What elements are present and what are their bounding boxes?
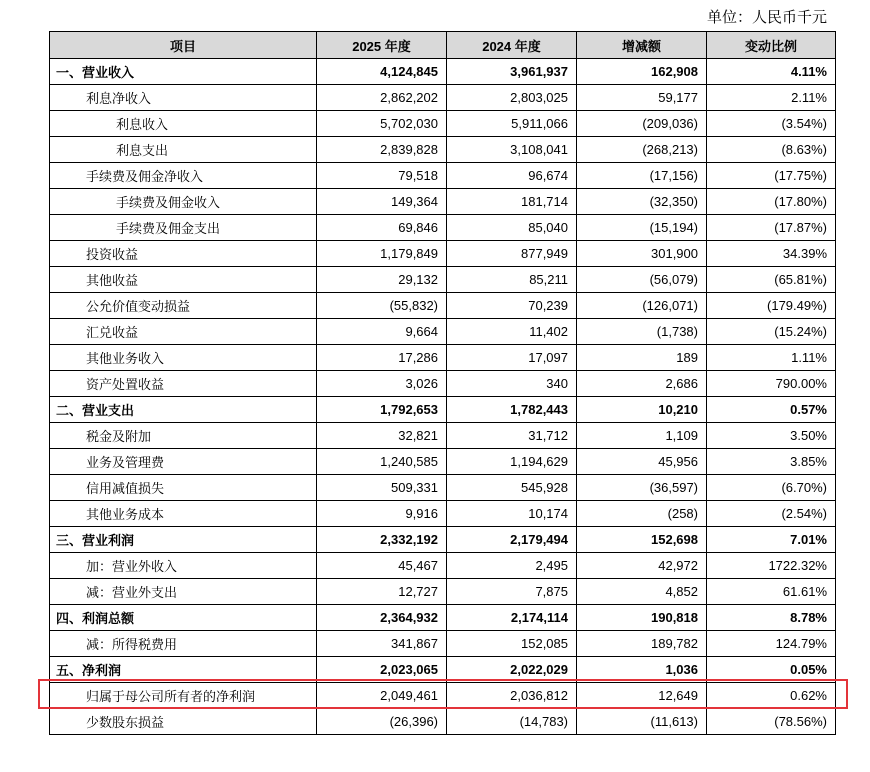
value-2024: 10,174 [447, 501, 577, 527]
change-amount: (17,156) [577, 163, 707, 189]
value-2025: 79,518 [317, 163, 447, 189]
value-2024: 2,022,029 [447, 657, 577, 683]
value-2024: 1,194,629 [447, 449, 577, 475]
value-2025: 2,023,065 [317, 657, 447, 683]
change-amount: 162,908 [577, 59, 707, 85]
value-2024: 31,712 [447, 423, 577, 449]
value-2025: 32,821 [317, 423, 447, 449]
value-2025: 1,179,849 [317, 241, 447, 267]
change-ratio: (6.70%) [707, 475, 836, 501]
table-row [50, 423, 836, 449]
row-label: 少数股东损益 [50, 709, 317, 735]
value-2025: 9,916 [317, 501, 447, 527]
value-2024: 85,211 [447, 267, 577, 293]
value-2024: 2,179,494 [447, 527, 577, 553]
change-ratio: 1722.32% [707, 553, 836, 579]
change-amount: 12,649 [577, 683, 707, 709]
change-amount: (1,738) [577, 319, 707, 345]
value-2025: 2,332,192 [317, 527, 447, 553]
table-row [50, 371, 836, 397]
table-row [50, 709, 836, 735]
change-amount: (209,036) [577, 111, 707, 137]
value-2025: 2,862,202 [317, 85, 447, 111]
value-2025: 509,331 [317, 475, 447, 501]
value-2025: 9,664 [317, 319, 447, 345]
header-2025: 2025 年度 [317, 32, 447, 59]
value-2025: 2,364,932 [317, 605, 447, 631]
row-label: 手续费及佣金净收入 [50, 163, 317, 189]
row-label: 公允价值变动损益 [50, 293, 317, 319]
table-row [50, 59, 836, 85]
change-amount: 301,900 [577, 241, 707, 267]
change-amount: 2,686 [577, 371, 707, 397]
change-ratio: (17.80%) [707, 189, 836, 215]
change-amount: 59,177 [577, 85, 707, 111]
header-item: 项目 [50, 32, 317, 59]
table-row [50, 319, 836, 345]
row-label: 加：营业外收入 [50, 553, 317, 579]
header-ratio: 变动比例 [707, 32, 836, 59]
table-row [50, 345, 836, 371]
row-label: 资产处置收益 [50, 371, 317, 397]
value-2025: 4,124,845 [317, 59, 447, 85]
change-amount: 152,698 [577, 527, 707, 553]
change-ratio: 3.85% [707, 449, 836, 475]
income-statement-table [49, 31, 836, 735]
change-ratio: 1.11% [707, 345, 836, 371]
row-label: 二、营业支出 [50, 397, 317, 423]
table-row [50, 501, 836, 527]
table-row [50, 85, 836, 111]
table-row [50, 631, 836, 657]
change-amount: 1,036 [577, 657, 707, 683]
change-ratio: 8.78% [707, 605, 836, 631]
change-ratio: (15.24%) [707, 319, 836, 345]
table-row [50, 163, 836, 189]
row-label: 投资收益 [50, 241, 317, 267]
row-label: 手续费及佣金收入 [50, 189, 317, 215]
change-ratio: 0.57% [707, 397, 836, 423]
value-2024: 1,782,443 [447, 397, 577, 423]
change-ratio: (17.87%) [707, 215, 836, 241]
value-2025: 2,839,828 [317, 137, 447, 163]
row-label: 四、利润总额 [50, 605, 317, 631]
change-amount: 190,818 [577, 605, 707, 631]
row-label: 税金及附加 [50, 423, 317, 449]
change-amount: 42,972 [577, 553, 707, 579]
change-amount: 189 [577, 345, 707, 371]
row-label: 减：营业外支出 [50, 579, 317, 605]
unit-label: 单位：人民币千元 [706, 8, 827, 26]
value-2024: 7,875 [447, 579, 577, 605]
change-amount: (258) [577, 501, 707, 527]
change-ratio: 0.05% [707, 657, 836, 683]
row-label: 利息收入 [50, 111, 317, 137]
row-label: 手续费及佣金支出 [50, 215, 317, 241]
change-ratio: 61.61% [707, 579, 836, 605]
change-ratio: (78.56%) [707, 709, 836, 735]
value-2025: 12,727 [317, 579, 447, 605]
value-2024: 181,714 [447, 189, 577, 215]
change-amount: 4,852 [577, 579, 707, 605]
table-row [50, 111, 836, 137]
change-amount: 189,782 [577, 631, 707, 657]
value-2025: 29,132 [317, 267, 447, 293]
value-2025: 5,702,030 [317, 111, 447, 137]
change-ratio: 790.00% [707, 371, 836, 397]
change-amount: (32,350) [577, 189, 707, 215]
change-ratio: 3.50% [707, 423, 836, 449]
row-label: 其他业务成本 [50, 501, 317, 527]
row-label: 其他业务收入 [50, 345, 317, 371]
change-amount: 10,210 [577, 397, 707, 423]
change-ratio: (17.75%) [707, 163, 836, 189]
value-2025: 2,049,461 [317, 683, 447, 709]
change-ratio: (179.49%) [707, 293, 836, 319]
value-2024: 2,036,812 [447, 683, 577, 709]
change-ratio: 7.01% [707, 527, 836, 553]
value-2025: 69,846 [317, 215, 447, 241]
value-2024: 5,911,066 [447, 111, 577, 137]
table-row [50, 553, 836, 579]
row-label: 利息支出 [50, 137, 317, 163]
table-row [50, 605, 836, 631]
change-ratio: (8.63%) [707, 137, 836, 163]
table-row [50, 215, 836, 241]
header-change: 增减额 [577, 32, 707, 59]
value-2025: (26,396) [317, 709, 447, 735]
table-row [50, 475, 836, 501]
value-2025: 1,240,585 [317, 449, 447, 475]
value-2025: 341,867 [317, 631, 447, 657]
table-row [50, 683, 836, 709]
value-2025: (55,832) [317, 293, 447, 319]
value-2024: 2,495 [447, 553, 577, 579]
row-label: 利息净收入 [50, 85, 317, 111]
row-label: 业务及管理费 [50, 449, 317, 475]
change-ratio: 2.11% [707, 85, 836, 111]
change-amount: 1,109 [577, 423, 707, 449]
value-2024: 2,803,025 [447, 85, 577, 111]
change-ratio: (3.54%) [707, 111, 836, 137]
table-row-net-profit [50, 657, 836, 683]
change-ratio: 124.79% [707, 631, 836, 657]
value-2025: 3,026 [317, 371, 447, 397]
value-2024: 152,085 [447, 631, 577, 657]
value-2024: 70,239 [447, 293, 577, 319]
value-2024: 17,097 [447, 345, 577, 371]
change-ratio: 34.39% [707, 241, 836, 267]
change-ratio: 0.62% [707, 683, 836, 709]
change-amount: (15,194) [577, 215, 707, 241]
value-2025: 1,792,653 [317, 397, 447, 423]
table-row [50, 397, 836, 423]
value-2024: 11,402 [447, 319, 577, 345]
value-2025: 45,467 [317, 553, 447, 579]
row-label: 三、营业利润 [50, 527, 317, 553]
row-label: 信用减值损失 [50, 475, 317, 501]
table-row [50, 449, 836, 475]
value-2025: 149,364 [317, 189, 447, 215]
table-row [50, 267, 836, 293]
change-ratio: (65.81%) [707, 267, 836, 293]
value-2024: 877,949 [447, 241, 577, 267]
table-row [50, 137, 836, 163]
value-2024: (14,783) [447, 709, 577, 735]
table-row [50, 189, 836, 215]
row-label: 归属于母公司所有者的净利润 [50, 683, 317, 709]
change-amount: (36,597) [577, 475, 707, 501]
value-2024: 545,928 [447, 475, 577, 501]
change-amount: 45,956 [577, 449, 707, 475]
value-2024: 340 [447, 371, 577, 397]
row-label: 减：所得税费用 [50, 631, 317, 657]
table-row [50, 527, 836, 553]
table-header-row [50, 32, 836, 59]
value-2024: 3,108,041 [447, 137, 577, 163]
value-2024: 96,674 [447, 163, 577, 189]
change-ratio: (2.54%) [707, 501, 836, 527]
change-amount: (126,071) [577, 293, 707, 319]
table-row [50, 293, 836, 319]
value-2024: 3,961,937 [447, 59, 577, 85]
change-amount: (268,213) [577, 137, 707, 163]
value-2025: 17,286 [317, 345, 447, 371]
row-label: 一、营业收入 [50, 59, 317, 85]
change-ratio: 4.11% [707, 59, 836, 85]
change-amount: (11,613) [577, 709, 707, 735]
table-row [50, 579, 836, 605]
value-2024: 2,174,114 [447, 605, 577, 631]
row-label: 其他收益 [50, 267, 317, 293]
row-label: 汇兑收益 [50, 319, 317, 345]
header-2024: 2024 年度 [447, 32, 577, 59]
value-2024: 85,040 [447, 215, 577, 241]
row-label: 五、净利润 [50, 657, 317, 683]
change-amount: (56,079) [577, 267, 707, 293]
table-row [50, 241, 836, 267]
